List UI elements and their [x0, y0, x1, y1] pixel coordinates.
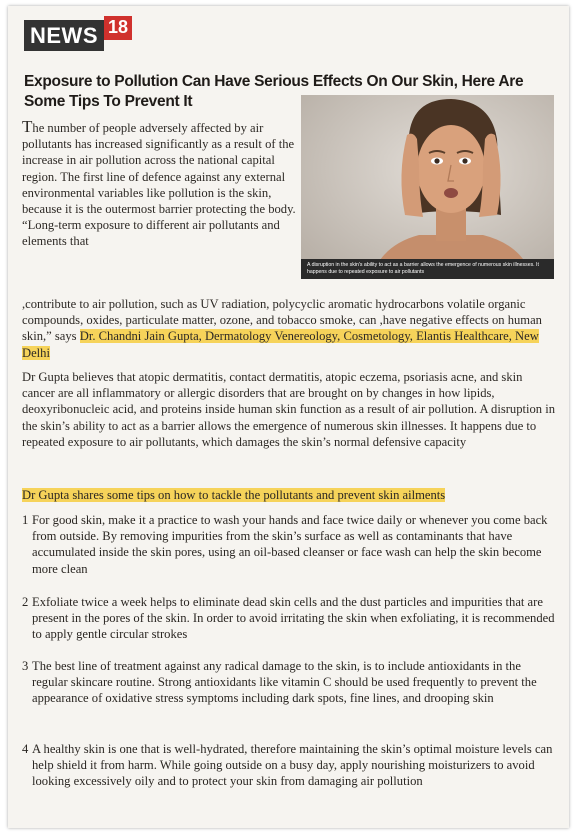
tip-text: A healthy skin is one that is well-hydrated, therefore maintaining the skin’s optimal moisture levels can help shield it from harm. While going outside on a busy day, apply nourishing moisturizers to avoid looking excessively oily and to protect your skin from damaging air pollution	[32, 742, 553, 789]
tip-item-2	[22, 594, 556, 643]
tip-number: 3	[22, 659, 29, 673]
news18-logo	[24, 17, 132, 51]
tip-number: 2	[22, 595, 29, 609]
tips-heading	[22, 487, 556, 503]
photo-caption: A disruption in the skin's ability to act as a barrier allows the emergence of numerous skin illnesses. It happens due to repeated exposure to air pollutants	[301, 259, 554, 279]
article-photo	[301, 95, 554, 279]
tip-text: Exfoliate twice a week helps to eliminate dead skin cells and the dust particles and impurities that are present in the pores of the skin. In order to avoid irritating the skin when exfoliating, it is recommended to apply gentle circular strokes	[32, 595, 555, 642]
quote-source-highlight: Dr. Chandni Jain Gupta, Dermatology Venereology, Cosmetology, Elantis Healthcare, New Delhi	[22, 329, 539, 360]
article-page	[8, 6, 569, 828]
logo-18-badge: 18	[104, 16, 132, 40]
tip-text: The best line of treatment against any radical damage to the skin, is to include antioxidants in the regular skincare routine. Strong antioxidants like vitamin C should be used frequently to prevent the appearance of oxidative stress symptoms including dark spots, fine lines, and drooping skin	[32, 659, 537, 706]
intro-column-text	[22, 119, 298, 250]
intro-continued	[22, 296, 556, 361]
tips-heading-highlight: Dr Gupta shares some tips on how to tackle the pollutants and prevent skin ailments	[22, 488, 446, 502]
tip-item-4	[22, 741, 556, 790]
logo-news-text: NEWS	[24, 20, 104, 51]
article-headline: Exposure to Pollution Can Have Serious Effects On Our Skin, Here Are Some Tips To Prevent It	[24, 73, 524, 110]
tip-number: 4	[22, 742, 29, 756]
tip-number: 1	[22, 513, 29, 527]
intro-column-body: he number of people adversely affected by air pollutants has increased significantly as a result of the increase in air pollution across the national capital region. The first line of defence against any external environmental variables like pollution is the skin, because it is the outermost barrier protecting the body. “Long-term exposure to different air pollutants and elements that	[22, 121, 296, 249]
tip-item-3	[22, 658, 556, 707]
paragraph-two: Dr Gupta believes that atopic dermatitis, contact dermatitis, atopic eczema, psoriasis acne, and skin cancer are all inflammatory or allergic disorders that are brought on by changes in how lipids, deoxyribonucleic acid, and proteins inside human skin function as a result of air pollution. A disruption in the skin’s ability to act as a barrier allows the emergence of numerous skin illnesses. It happens due to repeated exposure to air pollutants, which damages the skin’s normal defensive capacity	[22, 370, 556, 449]
tip-item-1	[22, 512, 556, 577]
intro-full-body: ,contribute to air pollution, such as UV radiation, polycyclic aromatic hydrocarbons volatile organic compounds, oxides, particulate matter, ozone, and tobacco smoke, can ,have negative effects on human skin,” says	[22, 297, 542, 344]
tip-text: For good skin, make it a practice to wash your hands and face twice daily or whenever you come back from outside. By removing impurities from the skin’s surface as well as contaminants that have accumulated inside the skin pores, using an oil-based cleanser or face wash can help the skin become more clean	[32, 513, 548, 576]
woman-photo-illustration	[301, 95, 554, 279]
drop-cap: T	[22, 117, 33, 136]
